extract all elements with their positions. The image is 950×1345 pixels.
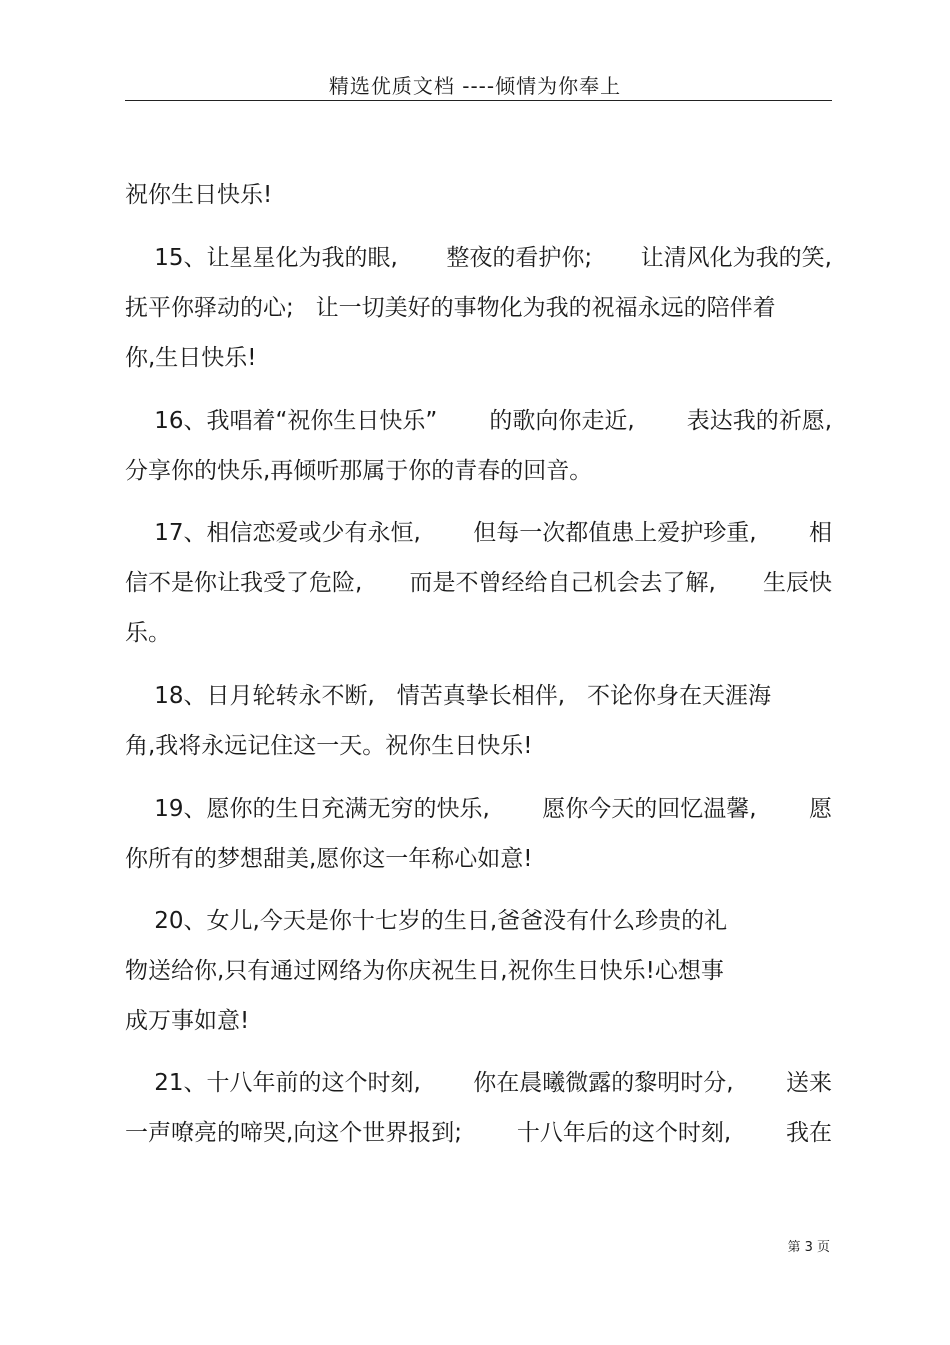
text-segment: 但每一次都值患上爱护珍重, bbox=[473, 520, 757, 546]
text-line: 乐。 bbox=[125, 620, 171, 646]
text-segment: 你在晨曦微露的黎明时分, bbox=[473, 1070, 734, 1096]
text-segment: 信不是你让我受了危险, bbox=[125, 570, 363, 596]
text-line: 你所有的梦想甜美,愿你这一年称心如意! bbox=[125, 846, 533, 872]
text-line: 分享你的快乐,再倾听那属于你的青春的回音。 bbox=[125, 458, 593, 484]
text-segment: 16、我唱着“祝你生日快乐” bbox=[125, 408, 438, 434]
text-line: 角,我将永远记住这一天。祝你生日快乐! bbox=[125, 733, 533, 759]
text-segment: 而是不曾经给自己机会去了解, bbox=[409, 570, 716, 596]
text-line bbox=[125, 1118, 832, 1148]
page-number: 第 3 页 bbox=[787, 1240, 830, 1255]
header-divider bbox=[125, 100, 832, 101]
text-segment: 表达我的祈愿, bbox=[686, 408, 832, 434]
header-title: 精选优质文档 ----倾情为你奉上 bbox=[328, 74, 622, 98]
text-line: 18、日月轮转永不断, 情苦真挚长相伴, 不论你身在天涯海 bbox=[125, 683, 771, 709]
text-segment: 我在 bbox=[786, 1120, 832, 1146]
text-line bbox=[125, 518, 832, 548]
text-line: 物送给你,只有通过网络为你庆祝生日,祝你生日快乐!心想事 bbox=[125, 958, 724, 984]
text-segment: 愿 bbox=[808, 796, 832, 822]
text-segment: 十八年后的这个时刻, bbox=[516, 1120, 732, 1146]
text-segment: 相 bbox=[808, 520, 832, 546]
text-line bbox=[125, 406, 832, 436]
text-segment: 19、愿你的生日充满无穷的快乐, bbox=[125, 796, 490, 822]
text-line bbox=[125, 794, 832, 824]
text-segment: 15、让星星化为我的眼, bbox=[125, 245, 398, 271]
text-line: 祝你生日快乐! bbox=[125, 182, 273, 208]
text-segment: 生辰快 bbox=[763, 570, 832, 596]
text-segment: 整夜的看护你; bbox=[446, 245, 593, 271]
text-segment: 让清风化为我的笑, bbox=[640, 245, 832, 271]
text-segment: 愿你今天的回忆温馨, bbox=[542, 796, 757, 822]
text-line: 20、女儿,今天是你十七岁的生日,爸爸没有什么珍贵的礼 bbox=[125, 908, 728, 934]
text-line bbox=[125, 243, 832, 273]
text-segment: 17、相信恋爱或少有永恒, bbox=[125, 520, 421, 546]
text-line bbox=[125, 1068, 832, 1098]
text-line bbox=[125, 568, 832, 598]
text-line: 成万事如意! bbox=[125, 1008, 250, 1034]
text-segment: 送来 bbox=[785, 1070, 832, 1096]
text-line: 你,生日快乐! bbox=[125, 345, 257, 371]
text-segment: 的歌向你走近, bbox=[489, 408, 635, 434]
text-line: 抚平你驿动的心; 让一切美好的事物化为我的祝福永远的陪伴着 bbox=[125, 295, 776, 321]
text-segment: 21、十八年前的这个时刻, bbox=[125, 1070, 421, 1096]
text-segment: 一声嘹亮的啼哭,向这个世界报到; bbox=[125, 1120, 463, 1146]
